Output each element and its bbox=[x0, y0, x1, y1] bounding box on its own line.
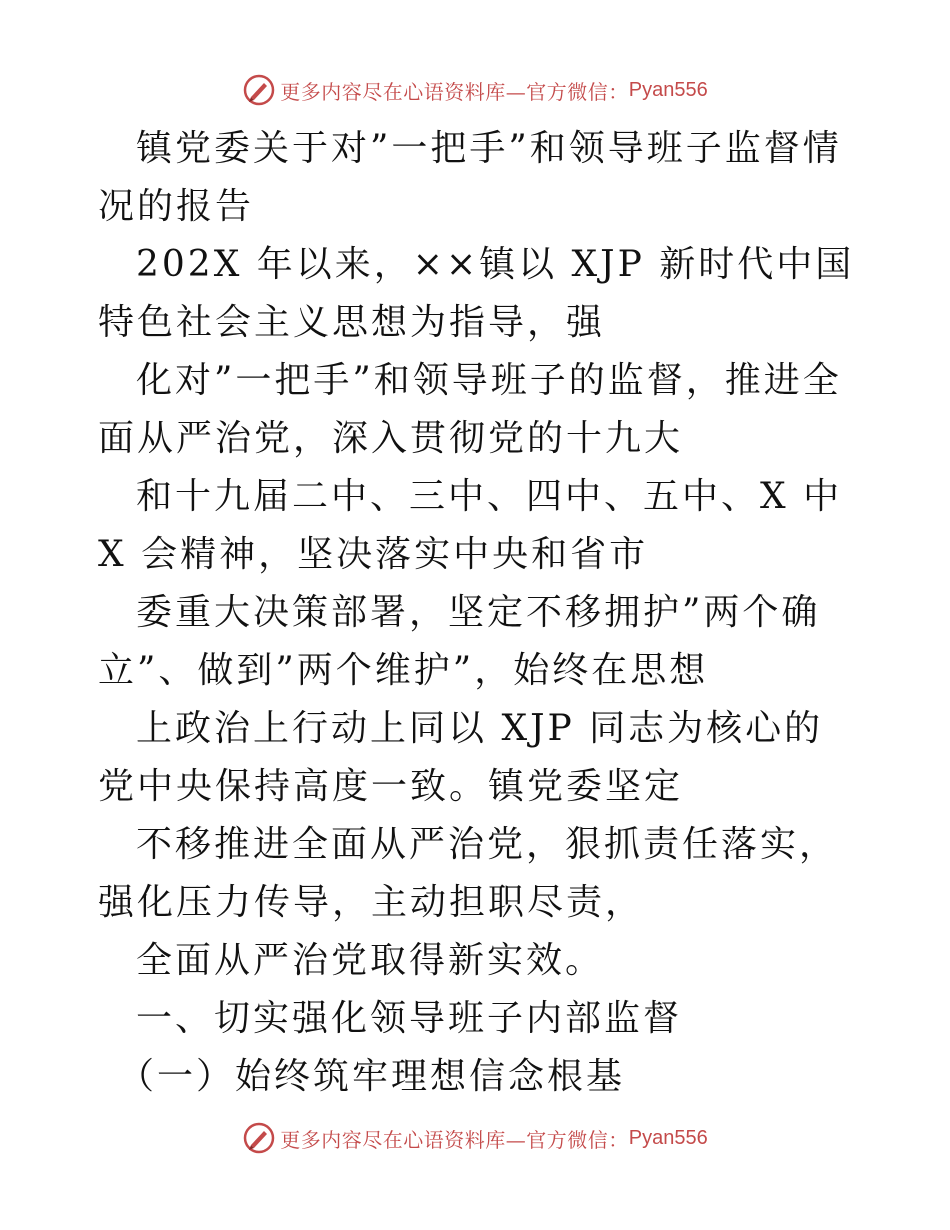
header-watermark bbox=[0, 70, 950, 110]
paragraph: 和十九届二中、三中、四中、五中、X 中 X 会精神，坚决落实中央和省市 bbox=[98, 476, 843, 575]
paragraph: 全面从严治党取得新实效。 bbox=[136, 940, 605, 981]
subsection-heading: （一）始终筑牢理想信念根基 bbox=[118, 1056, 626, 1097]
paragraph: 化对”一把手”和领导班子的监督，推进全面从严治党，深入贯彻党的十九大 bbox=[98, 360, 842, 459]
watermark-text: 更多内容尽在心语资料库—官方微信： bbox=[280, 79, 629, 104]
pen-logo-icon bbox=[242, 73, 276, 107]
paragraph: 委重大决策部署，坚定不移拥护”两个确立”、做到”两个维护”，始终在思想 bbox=[98, 592, 821, 691]
paragraph: 202X 年以来，××镇以 XJP 新时代中国特色社会主义思想为指导，强 bbox=[98, 244, 855, 343]
section-heading: 一、切实强化领导班子内部监督 bbox=[136, 998, 683, 1039]
watermark-id: Pyan556 bbox=[628, 1126, 708, 1149]
pen-logo-icon bbox=[242, 1121, 276, 1155]
watermark-text: 更多内容尽在心语资料库—官方微信： bbox=[280, 1127, 629, 1152]
paragraph: 上政治上行动上同以 XJP 同志为核心的党中央保持高度一致。镇党委坚定 bbox=[98, 708, 824, 807]
watermark-id: Pyan556 bbox=[628, 78, 708, 101]
footer-watermark bbox=[0, 1118, 950, 1158]
paragraph: 不移推进全面从严治党，狠抓责任落实，强化压力传导，主动担职尽责， bbox=[98, 824, 839, 923]
document-body bbox=[98, 120, 858, 1106]
document-title: 镇党委关于对”一把手”和领导班子监督情况的报告 bbox=[98, 128, 842, 227]
